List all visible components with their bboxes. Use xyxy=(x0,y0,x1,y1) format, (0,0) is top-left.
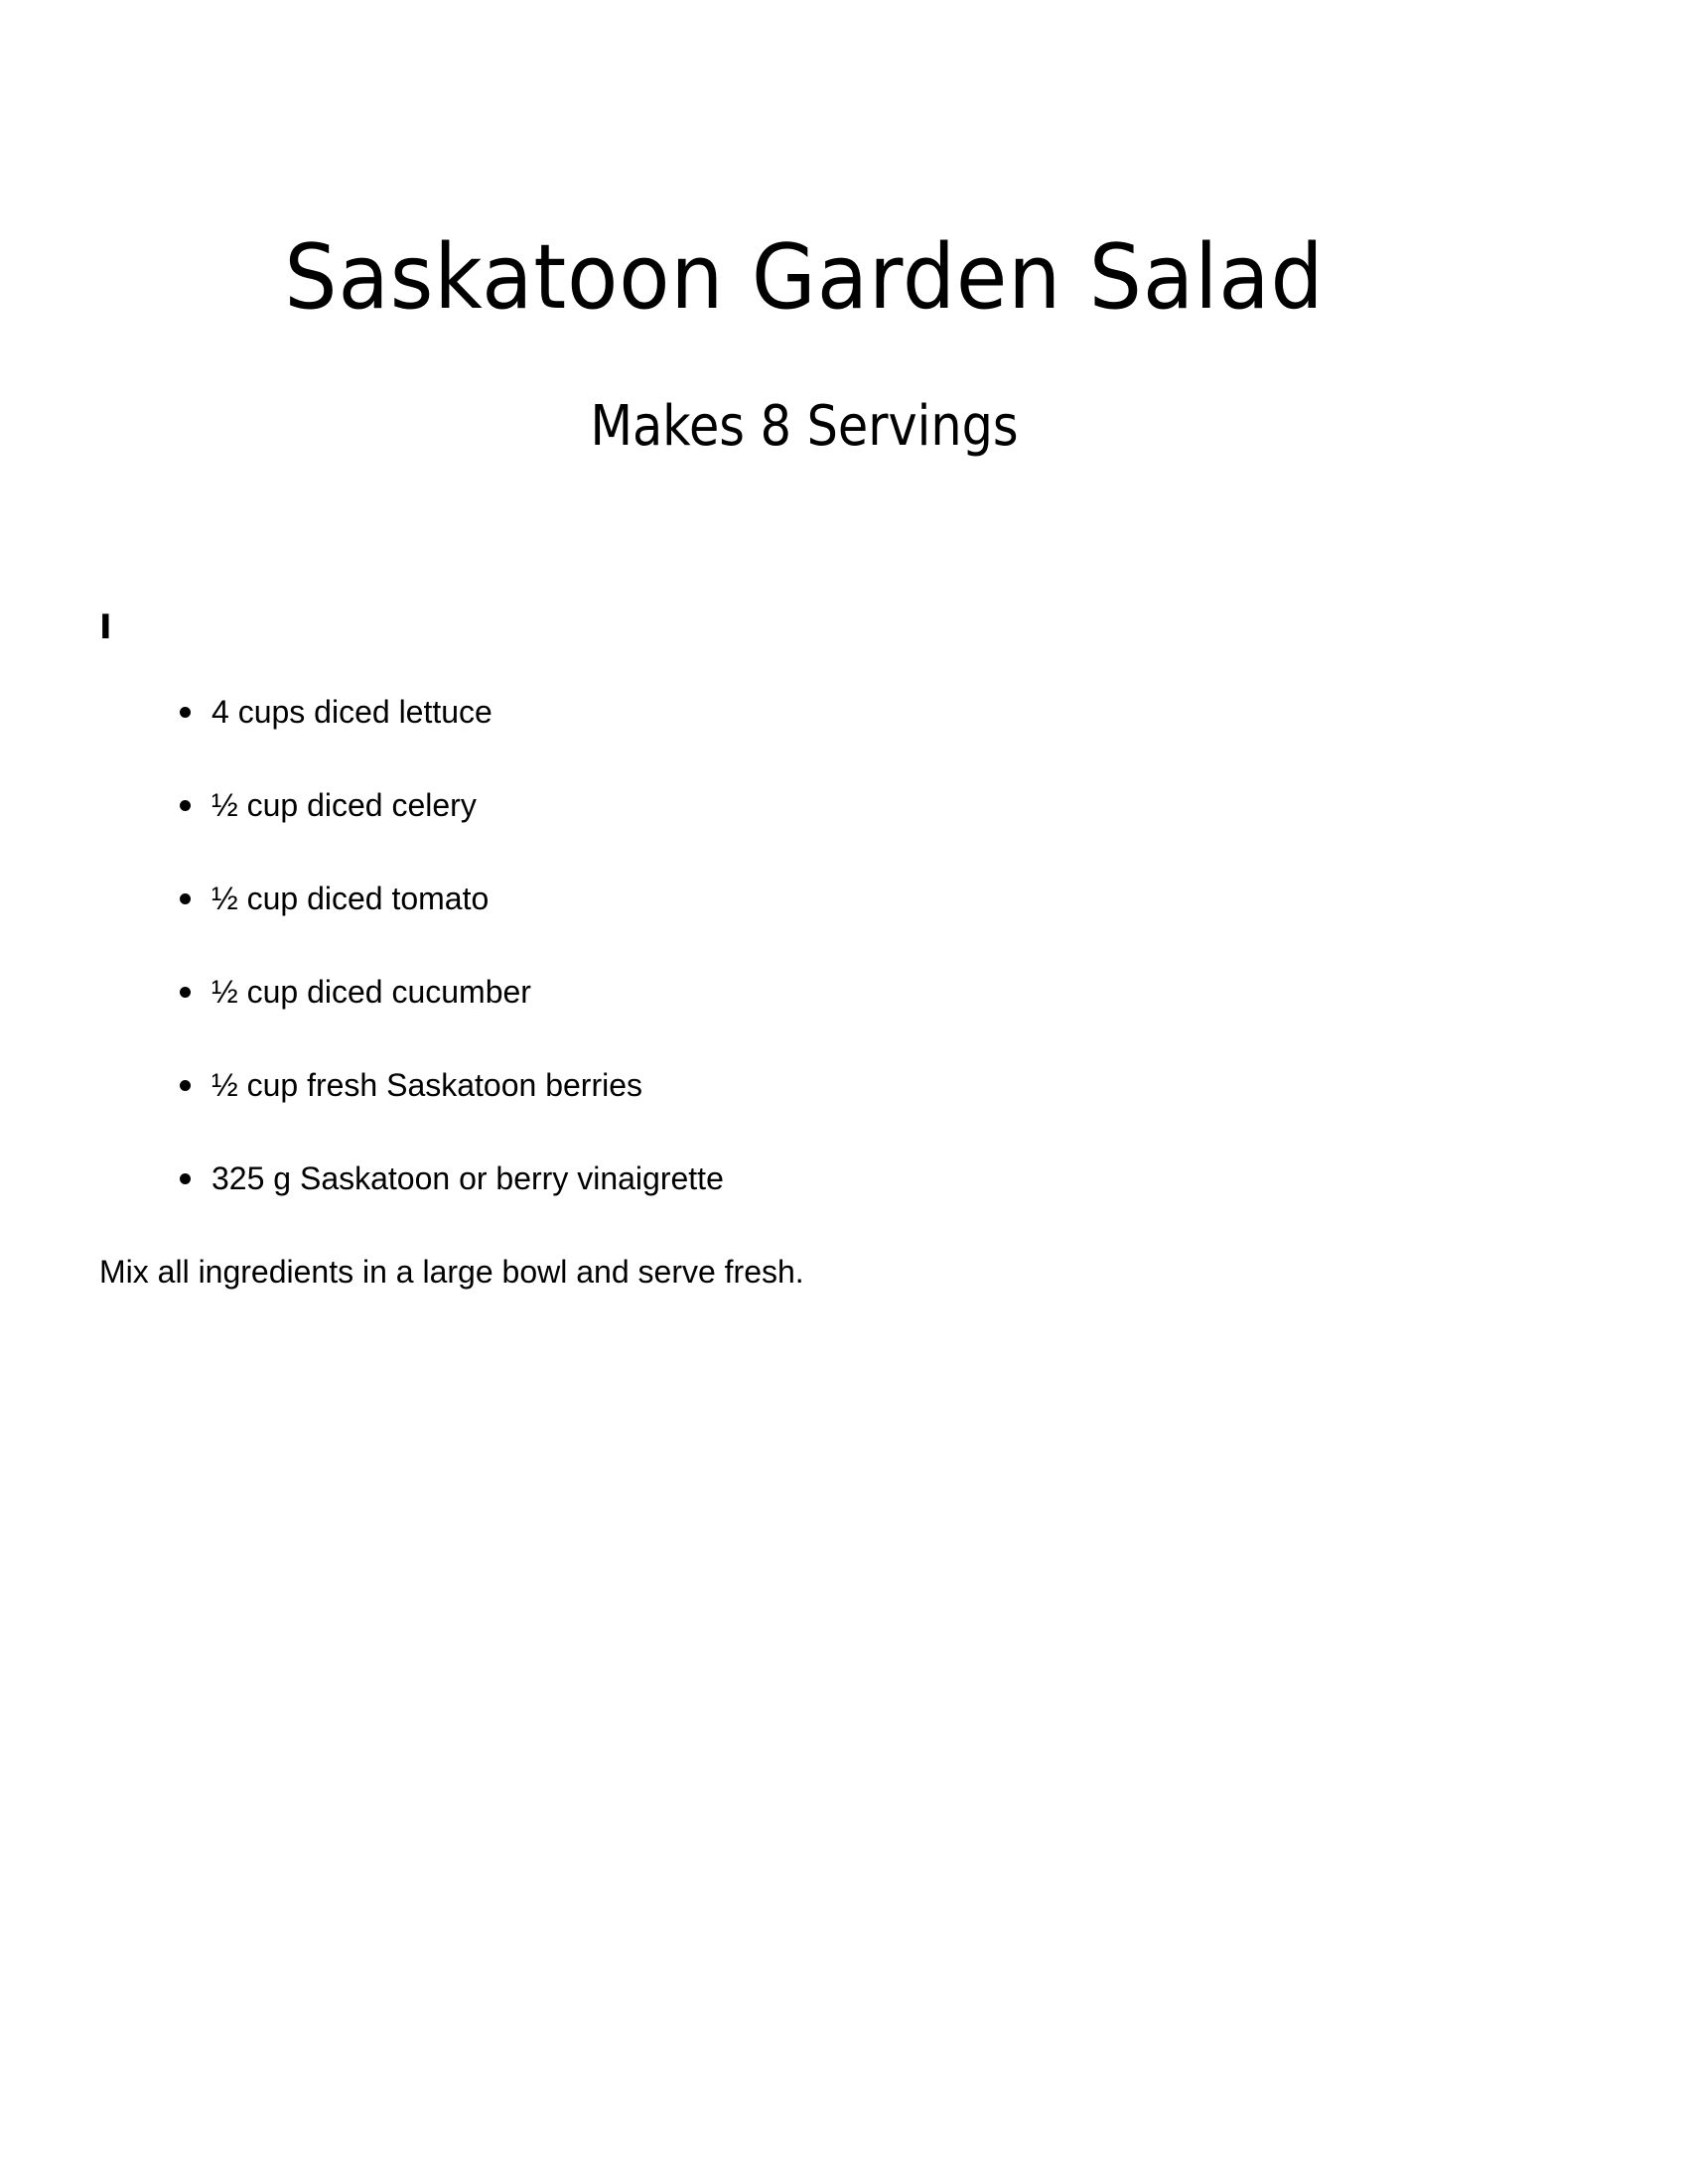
bullet-icon xyxy=(180,1173,191,1184)
bullet-icon xyxy=(180,707,191,718)
ingredient-text: ½ cup diced celery xyxy=(211,787,477,823)
section-marker: I xyxy=(99,608,112,647)
ingredient-text: ½ cup fresh Saskatoon berries xyxy=(211,1067,643,1103)
recipe-title: Saskatoon Garden Salad xyxy=(284,225,1325,330)
bullet-icon xyxy=(180,1080,191,1091)
ingredient-text: ½ cup diced cucumber xyxy=(211,974,531,1010)
ingredient-text: ½ cup diced tomato xyxy=(211,881,490,916)
bullet-icon xyxy=(180,987,191,998)
ingredient-text: 325 g Saskatoon or berry vinaigrette xyxy=(211,1160,724,1196)
bullet-icon xyxy=(180,800,191,811)
bullet-icon xyxy=(180,893,191,904)
servings-subtitle: Makes 8 Servings xyxy=(590,394,1019,459)
ingredient-text: 4 cups diced lettuce xyxy=(211,694,492,730)
instructions-text: Mix all ingredients in a large bowl and serve fresh. xyxy=(99,1254,804,1290)
